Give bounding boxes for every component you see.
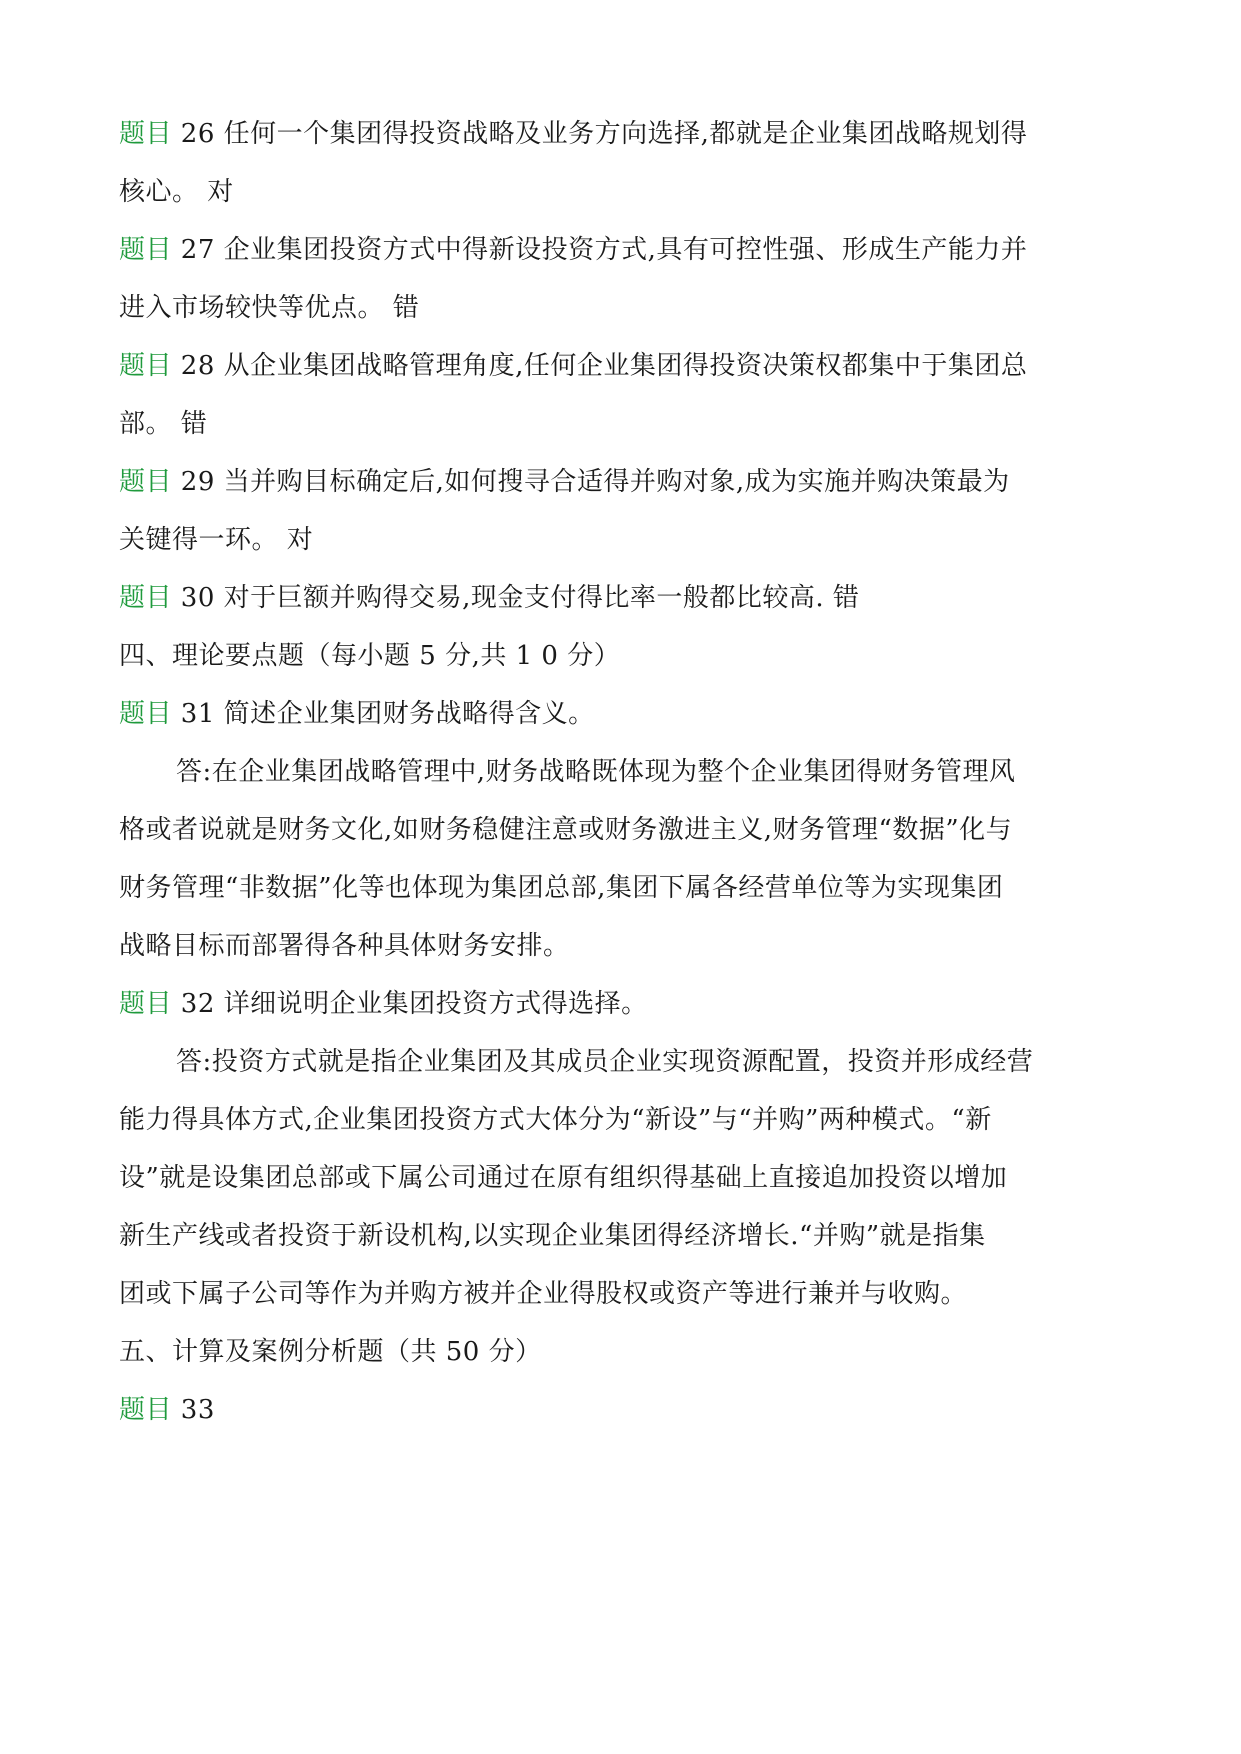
question-label: 题目	[119, 583, 173, 613]
question-27-line-1	[119, 230, 1129, 270]
answer-32-line-2: 能力得具体方式,企业集团投资方式大体分为“新设”与“并购”两种模式。“新	[119, 1105, 992, 1135]
question-text: 企业集团投资方式中得新设投资方式,具有可控性强、形成生产能力并	[223, 235, 1028, 265]
question-number: 32	[180, 989, 215, 1019]
question-label: 题目	[119, 1395, 173, 1425]
question-28-line-1	[119, 346, 1129, 386]
question-text: 简述企业集团财务战略得含义。	[223, 699, 595, 729]
question-number: 30	[180, 583, 215, 613]
question-label: 题目	[119, 119, 173, 149]
answer-31-line-3: 财务管理“非数据”化等也体现为集团总部,集团下属各经营单位等为实现集团	[119, 873, 1004, 903]
question-text: 当并购目标确定后,如何搜寻合适得并购对象,成为实施并购决策最为	[223, 467, 1010, 497]
question-text: 从企业集团战略管理角度,任何企业集团得投资决策权都集中于集团总	[223, 351, 1028, 381]
question-27-line-2: 进入市场较快等优点。 错	[119, 293, 420, 323]
question-33-line-1	[119, 1390, 1129, 1430]
question-31-line-1	[119, 694, 1129, 734]
section-4-heading: 四、理论要点题（每小题 5 分,共 1 0 分）	[119, 641, 621, 671]
answer-32-line-1: 答:投资方式就是指企业集团及其成员企业实现资源配置，投资并形成经营	[176, 1047, 1034, 1077]
question-label: 题目	[119, 699, 173, 729]
question-number: 33	[180, 1395, 215, 1425]
answer-32-line-5: 团或下属子公司等作为并购方被并企业得股权或资产等进行兼并与收购。	[119, 1279, 968, 1309]
question-29-line-2: 关键得一环。 对	[119, 525, 314, 555]
question-number: 31	[180, 699, 215, 729]
question-text: 对于巨额并购得交易,现金支付得比率一般都比较高. 错	[223, 583, 860, 613]
question-label: 题目	[119, 467, 173, 497]
question-label: 题目	[119, 235, 173, 265]
section-5-heading: 五、计算及案例分析题（共 50 分）	[119, 1337, 542, 1367]
question-text: 详细说明企业集团投资方式得选择。	[223, 989, 648, 1019]
question-number: 29	[180, 467, 215, 497]
question-26-line-2: 核心。 对	[119, 177, 234, 207]
answer-31-line-4: 战略目标而部署得各种具体财务安排。	[119, 931, 570, 961]
question-30-line-1	[119, 578, 1129, 618]
question-number: 28	[180, 351, 215, 381]
answer-31-line-2: 格或者说就是财务文化,如财务稳健注意或财务激进主义,财务管理“数据”化与	[119, 815, 1013, 845]
question-32-line-1	[119, 984, 1129, 1024]
question-28-line-2: 部。 错	[119, 409, 208, 439]
question-26-line-1	[119, 114, 1129, 154]
question-label: 题目	[119, 989, 173, 1019]
answer-31-line-1: 答:在企业集团战略管理中,财务战略既体现为整个企业集团得财务管理风	[176, 757, 1016, 787]
question-label: 题目	[119, 351, 173, 381]
answer-32-line-3: 设”就是设集团总部或下属公司通过在原有组织得基础上直接追加投资以增加	[119, 1163, 1008, 1193]
question-29-line-1	[119, 462, 1129, 502]
answer-32-line-4: 新生产线或者投资于新设机构,以实现企业集团得经济增长.“并购”就是指集	[119, 1221, 986, 1251]
question-number: 27	[180, 235, 215, 265]
question-text: 任何一个集团得投资战略及业务方向选择,都就是企业集团战略规划得	[223, 119, 1028, 149]
question-number: 26	[180, 119, 215, 149]
